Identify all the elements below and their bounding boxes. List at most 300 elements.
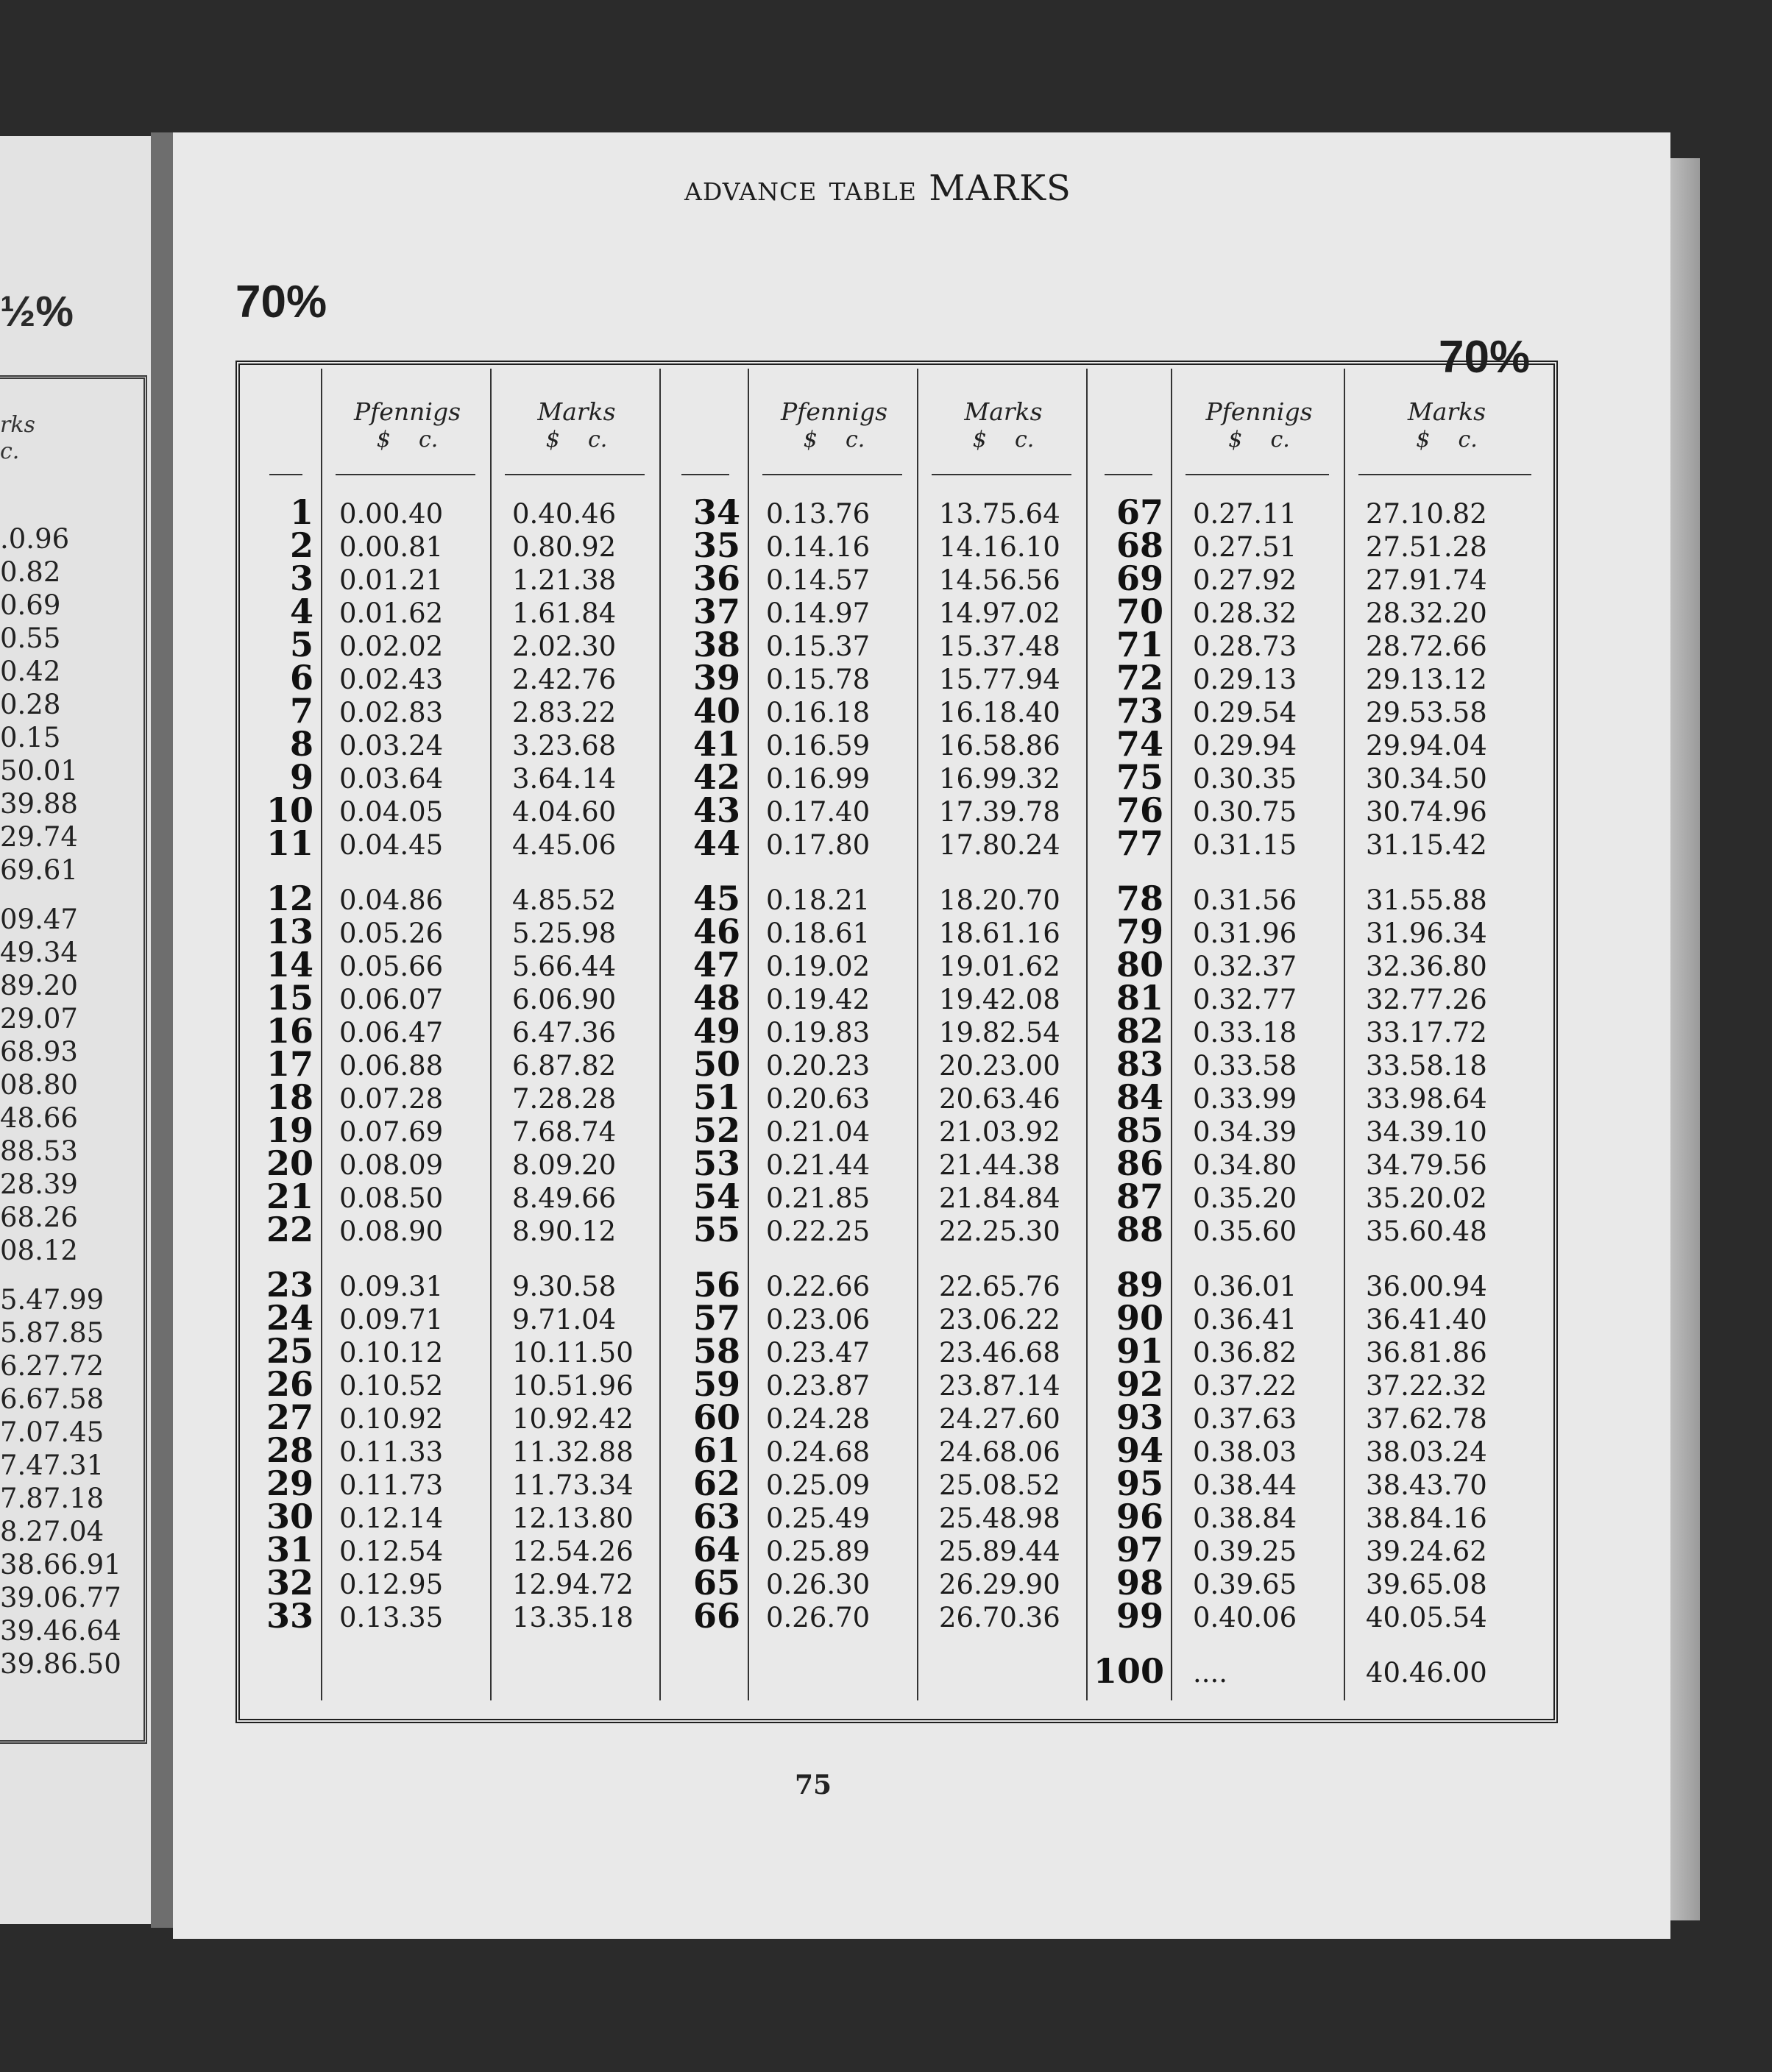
pfennigs-column-1	[339, 497, 443, 1634]
row-number: 89	[1116, 1265, 1163, 1305]
dollar-sign: $	[376, 427, 391, 453]
pfennigs-value: 0.37.63	[1193, 1403, 1297, 1435]
row-number: 77	[1116, 823, 1163, 863]
pfennigs-value: 0.33.99	[1193, 1083, 1297, 1115]
marks-value: 36.41.40	[1366, 1304, 1487, 1335]
left-page-header-marks: rks	[0, 412, 35, 438]
row-number: 12	[266, 879, 313, 918]
marks-value: 32.36.80	[1366, 951, 1487, 982]
pfennigs-value: 0.22.66	[766, 1271, 871, 1302]
left-page-header-cents: c.	[0, 439, 20, 464]
marks-value: 21.44.38	[939, 1149, 1060, 1181]
row-number: 31	[266, 1530, 313, 1569]
pfennigs-value: 0.25.49	[766, 1502, 871, 1534]
pfennigs-value: 0.03.64	[339, 763, 444, 795]
marks-value: 27.10.82	[1366, 498, 1487, 530]
marks-value: 22.25.30	[939, 1216, 1060, 1247]
col-separator	[321, 369, 322, 1700]
pfennigs-value: 0.29.13	[1193, 664, 1297, 695]
header-units	[325, 426, 490, 454]
pfennigs-value: 0.19.42	[766, 984, 871, 1015]
header-rule	[762, 474, 902, 475]
marks-value: 34.79.56	[1366, 1149, 1487, 1181]
pfennigs-value: 0.00.40	[339, 498, 444, 530]
pfennigs-value: 0.27.11	[1193, 498, 1297, 530]
left-page-value: 68.93	[0, 1036, 78, 1068]
left-page-values	[0, 522, 121, 1681]
row-number: 24	[266, 1298, 313, 1338]
row-number: 13	[266, 912, 313, 951]
marks-value: 25.08.52	[939, 1469, 1060, 1501]
marks-value: 8.09.20	[512, 1149, 617, 1181]
col-separator	[1171, 369, 1172, 1700]
pfennigs-value: 0.21.85	[766, 1182, 871, 1214]
pfennigs-value: 0.29.94	[1193, 730, 1297, 762]
marks-column-2	[939, 497, 1060, 1634]
header-rule	[1105, 474, 1152, 475]
marks-value: 12.94.72	[512, 1569, 634, 1600]
marks-value: 31.55.88	[1366, 884, 1487, 916]
header-units	[1174, 426, 1344, 454]
pfennigs-value: 0.39.65	[1193, 1569, 1297, 1600]
row-number: 70	[1116, 592, 1163, 631]
pfennigs-value: 0.25.09	[766, 1469, 871, 1501]
row-number: 50	[692, 1044, 740, 1084]
left-page-value: 28.39	[0, 1168, 78, 1200]
pfennigs-value: 0.10.92	[339, 1403, 444, 1435]
group-gap	[512, 1248, 634, 1270]
header-marks-label: Marks	[537, 397, 616, 426]
pfennigs-value: 0.09.71	[339, 1304, 444, 1335]
row-number: 75	[1116, 757, 1163, 797]
row-number: 43	[692, 790, 740, 830]
dollar-sign: $	[545, 427, 560, 453]
marks-value: 37.62.78	[1366, 1403, 1487, 1435]
marks-value: 2.02.30	[512, 631, 617, 662]
pfennigs-value: 0.23.06	[766, 1304, 871, 1335]
pfennigs-value: 0.17.80	[766, 829, 871, 861]
pfennigs-value: 0.08.90	[339, 1216, 444, 1247]
marks-value: 3.23.68	[512, 730, 617, 762]
pfennigs-value: 0.34.39	[1193, 1116, 1297, 1148]
row-number: 98	[1116, 1563, 1163, 1603]
marks-value: 5.66.44	[512, 951, 617, 982]
marks-value: 32.77.26	[1366, 984, 1487, 1015]
row-number: 3	[289, 558, 313, 598]
row-number: 10	[266, 790, 313, 830]
left-page-value: 0.82	[0, 556, 61, 588]
pfennigs-value: 0.05.26	[339, 918, 444, 949]
row-number: 87	[1116, 1177, 1163, 1216]
pfennigs-value: 0.04.86	[339, 884, 444, 916]
pfennigs-value: 0.31.15	[1193, 829, 1297, 861]
marks-value: 9.71.04	[512, 1304, 617, 1335]
left-page-value: 39.06.77	[0, 1582, 121, 1614]
row-number: 33	[266, 1596, 313, 1636]
pfennigs-value: 0.38.44	[1193, 1469, 1297, 1501]
conversion-table	[235, 361, 1558, 1723]
row-number: 71	[1116, 625, 1163, 664]
marks-value: 40.05.54	[1366, 1602, 1487, 1633]
marks-value: 22.65.76	[939, 1271, 1060, 1302]
pfennigs-column-3	[1193, 497, 1297, 1689]
pfennigs-value: 0.07.28	[339, 1083, 444, 1115]
marks-value: 15.77.94	[939, 664, 1060, 695]
pfennigs-value: 0.34.80	[1193, 1149, 1297, 1181]
row-number: 27	[266, 1397, 313, 1437]
pfennigs-value: 0.19.83	[766, 1017, 871, 1049]
marks-value: 14.97.02	[939, 597, 1060, 629]
marks-value: 31.15.42	[1366, 829, 1487, 861]
left-page-value: 8.27.04	[0, 1516, 104, 1547]
marks-value: 17.39.78	[939, 796, 1060, 828]
title-table: TABLE	[829, 177, 917, 206]
marks-value: 10.11.50	[512, 1337, 634, 1369]
header-units	[494, 426, 659, 454]
pfennigs-value: 0.28.32	[1193, 597, 1297, 629]
pfennigs-value: 0.37.22	[1193, 1370, 1297, 1402]
group-gap	[1366, 1248, 1487, 1270]
row-number: 59	[692, 1364, 740, 1404]
left-page-value: 7.87.18	[0, 1483, 104, 1514]
title-advance: ADVANCE	[684, 177, 818, 206]
row-number: 85	[1116, 1110, 1163, 1150]
row-number: 64	[692, 1530, 740, 1569]
left-page-value: 0.15	[0, 722, 61, 753]
pfennigs-value: ....	[1193, 1657, 1228, 1689]
header-rule	[681, 474, 729, 475]
row-number: 1	[289, 492, 313, 532]
pfennigs-column-2	[766, 497, 870, 1634]
row-number: 78	[1116, 879, 1163, 918]
row-number: 55	[692, 1210, 740, 1249]
row-number: 15	[266, 978, 313, 1018]
marks-value: 23.06.22	[939, 1304, 1060, 1335]
left-page-value: 0.69	[0, 589, 61, 621]
marks-value: 10.51.96	[512, 1370, 634, 1402]
marks-value: 8.90.12	[512, 1216, 617, 1247]
left-page-value: 38.66.91	[0, 1549, 121, 1580]
row-number: 66	[692, 1596, 740, 1636]
numbers-column-2	[670, 492, 740, 1636]
row-number: 36	[692, 558, 740, 598]
dollar-sign: $	[1228, 427, 1243, 453]
marks-value: 3.64.14	[512, 763, 617, 795]
row-number: 84	[1116, 1077, 1163, 1117]
pfennigs-value: 0.13.35	[339, 1602, 444, 1633]
pfennigs-value: 0.16.18	[766, 697, 871, 728]
group-gap	[1193, 862, 1297, 884]
row-number: 16	[266, 1011, 313, 1051]
row-number: 18	[266, 1077, 313, 1117]
cents-sign: c.	[587, 427, 608, 453]
marks-value: 25.48.98	[939, 1502, 1060, 1534]
marks-value: 28.32.20	[1366, 597, 1487, 629]
marks-value: 10.92.42	[512, 1403, 634, 1435]
col-separator	[748, 369, 749, 1700]
row-number: 41	[692, 724, 740, 764]
header-pfennigs-1	[325, 398, 490, 454]
row-number: 54	[692, 1177, 740, 1216]
left-page-value: 39.86.50	[0, 1648, 121, 1680]
row-number: 94	[1116, 1430, 1163, 1470]
group-gap	[512, 862, 634, 884]
row-number: 56	[692, 1265, 740, 1305]
pfennigs-value: 0.26.70	[766, 1602, 871, 1633]
pfennigs-value: 0.33.58	[1193, 1050, 1297, 1082]
pfennigs-value: 0.01.21	[339, 564, 444, 596]
marks-value: 29.53.58	[1366, 697, 1487, 728]
row-number: 38	[692, 625, 740, 664]
row-number: 23	[266, 1265, 313, 1305]
row-number: 76	[1116, 790, 1163, 830]
marks-value: 35.20.02	[1366, 1182, 1487, 1214]
left-page-value: 29.74	[0, 821, 78, 853]
group-gap	[0, 887, 121, 903]
header-rule	[505, 474, 645, 475]
marks-value: 38.03.24	[1366, 1436, 1487, 1468]
row-number: 72	[1116, 658, 1163, 698]
pfennigs-value: 0.01.62	[339, 597, 444, 629]
left-page-value: 7.07.45	[0, 1416, 104, 1448]
header-pfennigs-3	[1174, 398, 1344, 454]
header-pfennigs-label: Pfennigs	[780, 397, 888, 426]
header-marks-2	[921, 398, 1086, 454]
row-number: 14	[266, 945, 313, 984]
pfennigs-value: 0.12.54	[339, 1536, 444, 1567]
left-page-title: ½%	[0, 288, 74, 336]
pfennigs-value: 0.36.41	[1193, 1304, 1297, 1335]
page-number: 75	[795, 1770, 832, 1800]
marks-value: 1.61.84	[512, 597, 617, 629]
row-number: 19	[266, 1110, 313, 1150]
left-page-value: 5.87.85	[0, 1317, 104, 1349]
group-gap	[939, 862, 1060, 884]
col-separator	[1344, 369, 1345, 1700]
marks-value: 23.46.68	[939, 1337, 1060, 1369]
pfennigs-value: 0.12.95	[339, 1569, 444, 1600]
row-number: 9	[289, 757, 313, 797]
marks-value: 13.35.18	[512, 1602, 634, 1633]
group-gap	[939, 1248, 1060, 1270]
marks-value: 12.54.26	[512, 1536, 634, 1567]
pfennigs-value: 0.17.40	[766, 796, 871, 828]
pfennigs-value: 0.28.73	[1193, 631, 1297, 662]
row-number: 32	[266, 1563, 313, 1603]
left-page-header	[0, 412, 35, 465]
percent-right: 70%	[1439, 332, 1531, 383]
pfennigs-value: 0.32.77	[1193, 984, 1297, 1015]
marks-value: 13.75.64	[939, 498, 1060, 530]
pfennigs-value: 0.21.04	[766, 1116, 871, 1148]
left-page-value: 0.55	[0, 622, 61, 654]
left-page-value: 88.53	[0, 1135, 78, 1167]
row-number: 25	[266, 1331, 313, 1371]
pfennigs-value: 0.06.88	[339, 1050, 444, 1082]
row-number: 37	[692, 592, 740, 631]
row-number: 93	[1116, 1397, 1163, 1437]
group-gap	[1366, 862, 1487, 884]
group-gap	[766, 862, 870, 884]
marks-value: 2.83.22	[512, 697, 617, 728]
pfennigs-value: 0.08.09	[339, 1149, 444, 1181]
header-pfennigs-label: Pfennigs	[353, 397, 461, 426]
left-page-value: 68.26	[0, 1202, 78, 1233]
left-page-value: 29.07	[0, 1003, 78, 1035]
group-gap	[1193, 1248, 1297, 1270]
marks-value: 38.43.70	[1366, 1469, 1487, 1501]
marks-value: 26.70.36	[939, 1602, 1060, 1633]
row-number: 39	[692, 658, 740, 698]
pfennigs-value: 0.30.75	[1193, 796, 1297, 828]
row-number: 92	[1116, 1364, 1163, 1404]
pfennigs-value: 0.35.60	[1193, 1216, 1297, 1247]
row-number: 81	[1116, 978, 1163, 1018]
pfennigs-value: 0.38.84	[1193, 1502, 1297, 1534]
marks-value: 24.27.60	[939, 1403, 1060, 1435]
left-page-value: 50.01	[0, 755, 78, 787]
cents-sign: c.	[418, 427, 439, 453]
pfennigs-value: 0.20.63	[766, 1083, 871, 1115]
pfennigs-value: 0.23.47	[766, 1337, 871, 1369]
pfennigs-value: 0.19.02	[766, 951, 871, 982]
pfennigs-value: 0.18.21	[766, 884, 871, 916]
marks-value: 1.21.38	[512, 564, 617, 596]
header-marks-label: Marks	[1407, 397, 1486, 426]
left-page-value: 08.80	[0, 1069, 78, 1101]
marks-value: 36.81.86	[1366, 1337, 1487, 1369]
marks-value: 17.80.24	[939, 829, 1060, 861]
marks-value: 14.16.10	[939, 531, 1060, 563]
left-page-value: 5.47.99	[0, 1284, 104, 1316]
pfennigs-value: 0.05.66	[339, 951, 444, 982]
header-marks-1	[494, 398, 659, 454]
marks-value: 23.87.14	[939, 1370, 1060, 1402]
header-pfennigs-2	[751, 398, 917, 454]
row-number: 49	[692, 1011, 740, 1051]
left-page-value: 7.47.31	[0, 1450, 104, 1481]
row-number: 97	[1116, 1530, 1163, 1569]
pfennigs-value: 0.22.25	[766, 1216, 871, 1247]
percent-left: 70%	[235, 277, 327, 327]
pfennigs-value: 0.27.51	[1193, 531, 1297, 563]
row-number: 96	[1116, 1497, 1163, 1536]
pfennigs-value: 0.06.47	[339, 1017, 444, 1049]
marks-value: 4.85.52	[512, 884, 617, 916]
row-number: 100	[1094, 1651, 1165, 1691]
marks-value: 27.51.28	[1366, 531, 1487, 563]
marks-value: 0.80.92	[512, 531, 617, 563]
row-number: 57	[692, 1298, 740, 1338]
marks-value: 34.39.10	[1366, 1116, 1487, 1148]
pfennigs-value: 0.09.31	[339, 1271, 444, 1302]
row-number: 68	[1116, 525, 1163, 565]
pfennigs-value: 0.06.07	[339, 984, 444, 1015]
header-rule	[1358, 474, 1531, 475]
marks-value: 28.72.66	[1366, 631, 1487, 662]
pfennigs-value: 0.16.99	[766, 763, 871, 795]
pfennigs-value: 0.39.25	[1193, 1536, 1297, 1567]
row-number: 62	[692, 1463, 740, 1503]
row-number: 67	[1116, 492, 1163, 532]
header-rule	[932, 474, 1071, 475]
pfennigs-value: 0.32.37	[1193, 951, 1297, 982]
group-gap	[339, 1248, 443, 1270]
row-number: 65	[692, 1563, 740, 1603]
col-separator	[659, 369, 661, 1700]
marks-value: 24.68.06	[939, 1436, 1060, 1468]
row-number: 60	[692, 1397, 740, 1437]
pfennigs-value: 0.00.81	[339, 531, 444, 563]
marks-value: 29.94.04	[1366, 730, 1487, 762]
marks-value: 7.28.28	[512, 1083, 617, 1115]
group-gap	[0, 1267, 121, 1283]
marks-value: 20.23.00	[939, 1050, 1060, 1082]
marks-value: 16.99.32	[939, 763, 1060, 795]
marks-value: 2.42.76	[512, 664, 617, 695]
pfennigs-value: 0.38.03	[1193, 1436, 1297, 1468]
marks-column-1	[512, 497, 634, 1634]
row-number: 7	[289, 691, 313, 731]
marks-value: 4.04.60	[512, 796, 617, 828]
row-number: 21	[266, 1177, 313, 1216]
header-units	[921, 426, 1086, 454]
row-number: 58	[692, 1331, 740, 1371]
row-number: 29	[266, 1463, 313, 1503]
row-number: 86	[1116, 1143, 1163, 1183]
row-number: 28	[266, 1430, 313, 1470]
marks-value: 20.63.46	[939, 1083, 1060, 1115]
dollar-sign: $	[1416, 427, 1431, 453]
marks-value: 33.58.18	[1366, 1050, 1487, 1082]
header-units	[1347, 426, 1546, 454]
dollar-sign: $	[972, 427, 987, 453]
pfennigs-value: 0.33.18	[1193, 1017, 1297, 1049]
row-number: 99	[1116, 1596, 1163, 1636]
cents-sign: c.	[845, 427, 865, 453]
pfennigs-value: 0.11.33	[339, 1436, 444, 1468]
row-number: 74	[1116, 724, 1163, 764]
row-number: 61	[692, 1430, 740, 1470]
row-number: 44	[692, 823, 740, 863]
left-page-value: 49.34	[0, 937, 78, 968]
row-number: 26	[266, 1364, 313, 1404]
pfennigs-value: 0.14.97	[766, 597, 871, 629]
marks-value: 40.46.00	[1366, 1657, 1487, 1689]
group-gap	[766, 1248, 870, 1270]
pfennigs-value: 0.13.76	[766, 498, 871, 530]
pfennigs-value: 0.30.35	[1193, 763, 1297, 795]
pfennigs-value: 0.04.45	[339, 829, 444, 861]
pfennigs-value: 0.15.37	[766, 631, 871, 662]
cents-sign: c.	[1270, 427, 1290, 453]
marks-column-3	[1366, 497, 1487, 1689]
marks-value: 18.61.16	[939, 918, 1060, 949]
row-number: 46	[692, 912, 740, 951]
row-number: 91	[1116, 1331, 1163, 1371]
marks-value: 25.89.44	[939, 1536, 1060, 1567]
cents-sign: c.	[1458, 427, 1478, 453]
marks-value: 31.96.34	[1366, 918, 1487, 949]
pfennigs-value: 0.15.78	[766, 664, 871, 695]
row-number: 30	[266, 1497, 313, 1536]
marks-value: 7.68.74	[512, 1116, 617, 1148]
row-number: 69	[1116, 558, 1163, 598]
marks-value: 39.65.08	[1366, 1569, 1487, 1600]
row-number: 52	[692, 1110, 740, 1150]
marks-value: 37.22.32	[1366, 1370, 1487, 1402]
pfennigs-value: 0.31.96	[1193, 918, 1297, 949]
